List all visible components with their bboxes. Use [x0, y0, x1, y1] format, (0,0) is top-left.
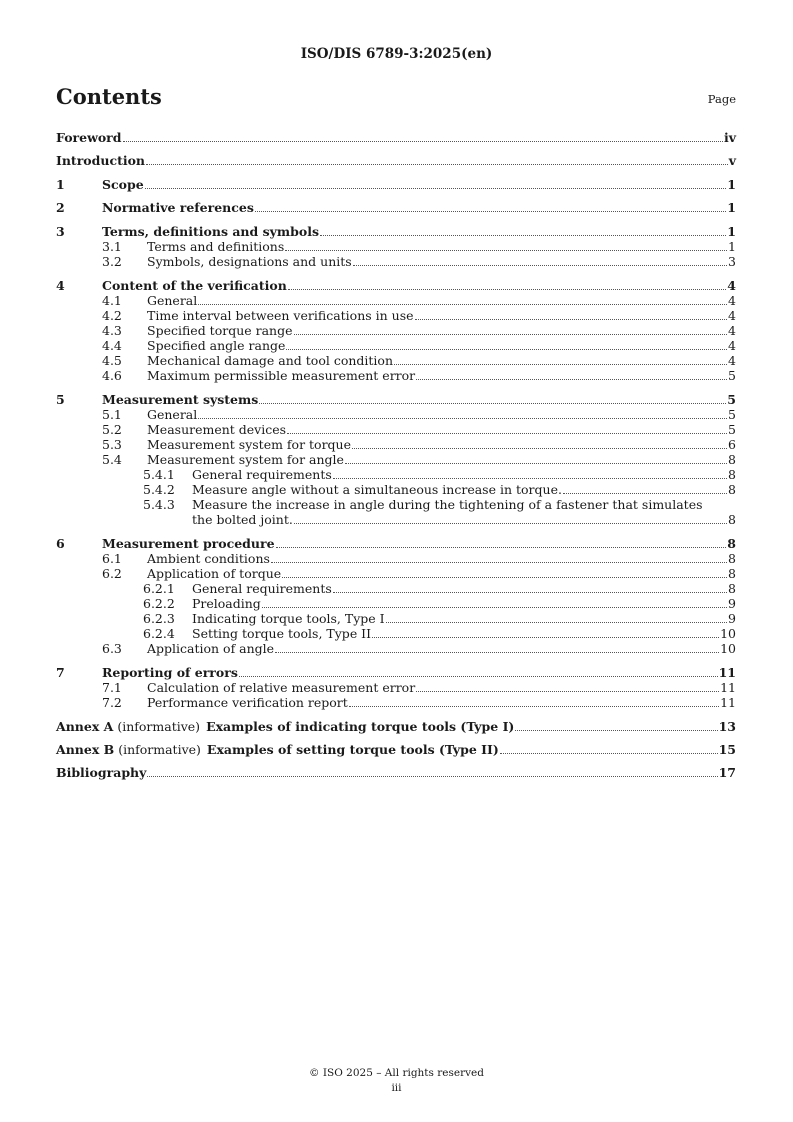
- leader-dots: [239, 675, 718, 677]
- toc-entry-title-continued: the bolted joint.: [192, 512, 293, 527]
- toc-page-number: 4: [728, 293, 736, 308]
- toc-entry-title: Content of the verification: [102, 278, 287, 293]
- toc-entry-title: Preloading: [192, 596, 261, 611]
- leader-dots: [282, 576, 727, 578]
- toc-page-number: 10: [720, 626, 736, 641]
- toc-section-number: 6.2: [102, 566, 122, 581]
- toc-section-number: 6.2.2: [143, 596, 175, 611]
- toc-entry-title: Setting torque tools, Type II: [192, 626, 372, 641]
- toc-entry-7-1[interactable]: [56, 680, 736, 695]
- toc-entry-title: Measure the increase in angle during the tightening of a fastener that simulates: [192, 497, 703, 512]
- leader-dots: [147, 775, 717, 777]
- toc-entry-5-4-1[interactable]: [56, 467, 736, 482]
- toc-entry-3[interactable]: [56, 224, 736, 239]
- toc-page-number: 8: [728, 467, 736, 482]
- toc-page-number: 8: [728, 482, 736, 497]
- toc-section-number: 7: [56, 665, 65, 680]
- toc-entry-title: Bibliography: [56, 765, 147, 780]
- toc-page-number: 4: [728, 353, 736, 368]
- toc-page-number: 5: [728, 422, 736, 437]
- toc-page-number: 5: [727, 392, 736, 407]
- toc-section-number: 4.6: [102, 368, 122, 383]
- annex-label: Annex A: [56, 719, 114, 734]
- toc-section-number: 5.4: [102, 452, 122, 467]
- toc-entry-title: General requirements: [192, 467, 332, 482]
- toc-entry-4-6[interactable]: [56, 368, 736, 383]
- toc-section-number: 5.3: [102, 437, 122, 452]
- toc-page-number: 3: [728, 254, 736, 269]
- toc-entry-1[interactable]: [56, 177, 736, 192]
- page-column-label: Page: [707, 92, 736, 106]
- toc-section-number: 6.1: [102, 551, 122, 566]
- toc-section-number: 5: [56, 392, 65, 407]
- leader-dots: [333, 591, 727, 593]
- leader-dots: [198, 303, 727, 305]
- toc-entry-title: Time interval between verifications in use: [147, 308, 414, 323]
- toc-section-number: 5.4.3: [143, 497, 175, 512]
- toc-entry-5-4-2[interactable]: [56, 482, 736, 497]
- toc-entry-5-2[interactable]: [56, 422, 736, 437]
- toc-entry-title: Specified angle range: [147, 338, 286, 353]
- toc-entry-title: Mechanical damage and tool condition: [147, 353, 394, 368]
- toc-entry-title: Measurement system for angle: [147, 452, 344, 467]
- toc-entry-title: Measurement systems: [102, 392, 259, 407]
- toc-entry-title: Measurement procedure: [102, 536, 275, 551]
- toc-page-number: 15: [718, 742, 736, 757]
- toc-page-number: 8: [728, 581, 736, 596]
- toc-section-number: 3: [56, 224, 65, 239]
- leader-dots: [394, 363, 727, 365]
- toc-section-number: 6.3: [102, 641, 122, 656]
- toc-entry-title: General requirements: [192, 581, 332, 596]
- document-header: ISO/DIS 6789-3:2025(en): [300, 46, 493, 62]
- toc-section-number: 6.2.3: [143, 611, 175, 626]
- toc-entry-annex-a[interactable]: [56, 719, 736, 734]
- page-title: Contents: [56, 84, 162, 109]
- toc-entry-4-5[interactable]: [56, 353, 736, 368]
- toc-page-number: 8: [728, 551, 736, 566]
- toc-page-number: 5: [728, 407, 736, 422]
- toc-section-number: 4.3: [102, 323, 122, 338]
- leader-dots: [372, 636, 719, 638]
- toc-entry-title: Maximum permissible measurement error: [147, 368, 416, 383]
- toc-entry-title: Ambient conditions: [147, 551, 270, 566]
- toc-entry-title: Calculation of relative measurement error: [147, 680, 416, 695]
- toc-section-number: 4.1: [102, 293, 122, 308]
- leader-dots: [198, 417, 727, 419]
- leader-dots: [563, 492, 727, 494]
- toc-page-number: 1: [727, 177, 736, 192]
- toc-entry-6-2-2[interactable]: [56, 596, 736, 611]
- toc-entry-title: Application of angle: [147, 641, 275, 656]
- toc-entry-title: Measure angle without a simultaneous increase in torque.: [192, 482, 562, 497]
- leader-dots: [500, 752, 718, 754]
- toc-entry-title: Measurement devices: [147, 422, 287, 437]
- toc-section-number: 5.2: [102, 422, 122, 437]
- toc-entry-title: Normative references: [102, 200, 254, 215]
- leader-dots: [146, 163, 728, 165]
- toc-page-number: 11: [718, 665, 736, 680]
- toc-entry-4-3[interactable]: [56, 323, 736, 338]
- toc-entry-title: Introduction: [56, 153, 146, 168]
- toc-entry-6[interactable]: [56, 536, 736, 551]
- toc-section-number: 1: [56, 177, 65, 192]
- toc-page-number: 5: [728, 368, 736, 383]
- toc-entry-title: Scope: [102, 177, 144, 192]
- toc-entry-title: Terms and definitions: [147, 239, 285, 254]
- leader-dots: [386, 621, 727, 623]
- toc-entry-7[interactable]: [56, 665, 736, 680]
- toc-page-number: 11: [720, 680, 736, 695]
- toc-page-number: 11: [720, 695, 736, 710]
- toc-entry-6-2[interactable]: [56, 566, 736, 581]
- leader-dots: [345, 462, 727, 464]
- toc-entry-introduction[interactable]: [56, 153, 736, 168]
- leader-dots: [416, 690, 719, 692]
- toc-page-number: 1: [727, 224, 736, 239]
- toc-page-number: 1: [728, 239, 736, 254]
- toc-entry-title: General: [147, 293, 198, 308]
- leader-dots: [287, 432, 727, 434]
- toc-entry-7-2[interactable]: [56, 695, 736, 710]
- toc-section-number: 5.4.1: [143, 467, 175, 482]
- table-of-contents: [56, 128, 736, 780]
- leader-dots: [275, 651, 719, 653]
- toc-entry-bibliography[interactable]: [56, 765, 736, 780]
- toc-section-number: 6: [56, 536, 65, 551]
- toc-entry-foreword[interactable]: [56, 130, 736, 145]
- toc-page-number: 4: [728, 323, 736, 338]
- toc-page-number: 17: [718, 765, 736, 780]
- toc-page-number: 13: [718, 719, 736, 734]
- toc-entry-title: Measurement system for torque: [147, 437, 351, 452]
- toc-section-number: 3.1: [102, 239, 122, 254]
- page-footer: [0, 1066, 793, 1096]
- toc-entry-5-3[interactable]: [56, 437, 736, 452]
- toc-entry-2[interactable]: [56, 200, 736, 215]
- toc-section-number: 3.2: [102, 254, 122, 269]
- toc-section-number: 7.1: [102, 680, 122, 695]
- toc-section-number: 5.1: [102, 407, 122, 422]
- annex-qualifier: (informative): [117, 719, 201, 734]
- toc-entry-3-1[interactable]: [56, 239, 736, 254]
- leader-dots: [145, 187, 727, 189]
- toc-entry-title: Examples of setting torque tools (Type II): [206, 742, 499, 757]
- toc-entry-5-4[interactable]: [56, 452, 736, 467]
- toc-entry-title: Symbols, designations and units: [147, 254, 352, 269]
- leader-dots: [320, 234, 726, 236]
- leader-dots: [349, 705, 719, 707]
- toc-entry-5-4-3[interactable]: [56, 497, 736, 512]
- toc-page-number: 4: [728, 308, 736, 323]
- toc-page-number: 8: [728, 512, 736, 527]
- leader-dots: [294, 333, 728, 335]
- toc-page-number: 4: [728, 338, 736, 353]
- toc-section-number: 5.4.2: [143, 482, 175, 497]
- page-number: iii: [391, 1082, 402, 1094]
- leader-dots: [416, 378, 727, 380]
- toc-entry-4-2[interactable]: [56, 308, 736, 323]
- toc-entry-4-1[interactable]: [56, 293, 736, 308]
- toc-entry-title: Specified torque range: [147, 323, 293, 338]
- toc-page-number: 4: [727, 278, 736, 293]
- leader-dots: [515, 729, 717, 731]
- toc-section-number: 4.2: [102, 308, 122, 323]
- toc-entry-5-4-3-continued[interactable]: [56, 512, 736, 527]
- toc-entry-6-2-3[interactable]: [56, 611, 736, 626]
- toc-section-number: 4: [56, 278, 65, 293]
- toc-entry-title: Application of torque: [147, 566, 282, 581]
- toc-entry-annex-b[interactable]: [56, 742, 736, 757]
- leader-dots: [276, 546, 727, 548]
- leader-dots: [259, 402, 726, 404]
- toc-page-number: 6: [728, 437, 736, 452]
- leader-dots: [333, 477, 727, 479]
- leader-dots: [271, 561, 727, 563]
- toc-section-number: 6.2.4: [143, 626, 175, 641]
- toc-section-number: 2: [56, 200, 65, 215]
- toc-entry-title: Examples of indicating torque tools (Type I): [206, 719, 515, 734]
- toc-page-number: v: [728, 153, 736, 168]
- leader-dots: [415, 318, 728, 320]
- toc-entry-4[interactable]: [56, 278, 736, 293]
- toc-entry-6-1[interactable]: [56, 551, 736, 566]
- toc-page-number: 8: [728, 566, 736, 581]
- leader-dots: [255, 210, 726, 212]
- toc-entry-4-4[interactable]: [56, 338, 736, 353]
- leader-dots: [352, 447, 727, 449]
- leader-dots: [288, 288, 726, 290]
- toc-section-number: 4.5: [102, 353, 122, 368]
- toc-entry-5[interactable]: [56, 392, 736, 407]
- leader-dots: [285, 249, 727, 251]
- leader-dots: [262, 606, 727, 608]
- toc-entry-6-3[interactable]: [56, 641, 736, 656]
- toc-section-number: 6.2.1: [143, 581, 175, 596]
- toc-page-number: 8: [727, 536, 736, 551]
- toc-page-number: 9: [728, 611, 736, 626]
- leader-dots: [353, 264, 727, 266]
- toc-page-number: iv: [723, 130, 736, 145]
- toc-entry-title: Reporting of errors: [102, 665, 238, 680]
- leader-dots: [286, 348, 727, 350]
- leader-dots: [294, 522, 727, 524]
- toc-entry-title: Performance verification report: [147, 695, 348, 710]
- toc-entry-3-2[interactable]: [56, 254, 736, 269]
- toc-entry-title: Terms, definitions and symbols: [102, 224, 319, 239]
- toc-entry-title: Indicating torque tools, Type I: [192, 611, 385, 626]
- copyright-notice: © ISO 2025 – All rights reserved: [309, 1067, 484, 1079]
- toc-entry-6-2-4[interactable]: [56, 626, 736, 641]
- toc-entry-title: General: [147, 407, 198, 422]
- toc-entry-title: Foreword: [56, 130, 122, 145]
- toc-page-number: 8: [728, 452, 736, 467]
- toc-page-number: 1: [727, 200, 736, 215]
- toc-entry-5-1[interactable]: [56, 407, 736, 422]
- toc-page-number: 10: [720, 641, 736, 656]
- toc-section-number: 7.2: [102, 695, 122, 710]
- toc-page-number: 9: [728, 596, 736, 611]
- toc-entry-6-2-1[interactable]: [56, 581, 736, 596]
- leader-dots: [123, 140, 723, 142]
- annex-qualifier: (informative): [118, 742, 201, 757]
- annex-label: Annex B: [56, 742, 115, 757]
- toc-section-number: 4.4: [102, 338, 122, 353]
